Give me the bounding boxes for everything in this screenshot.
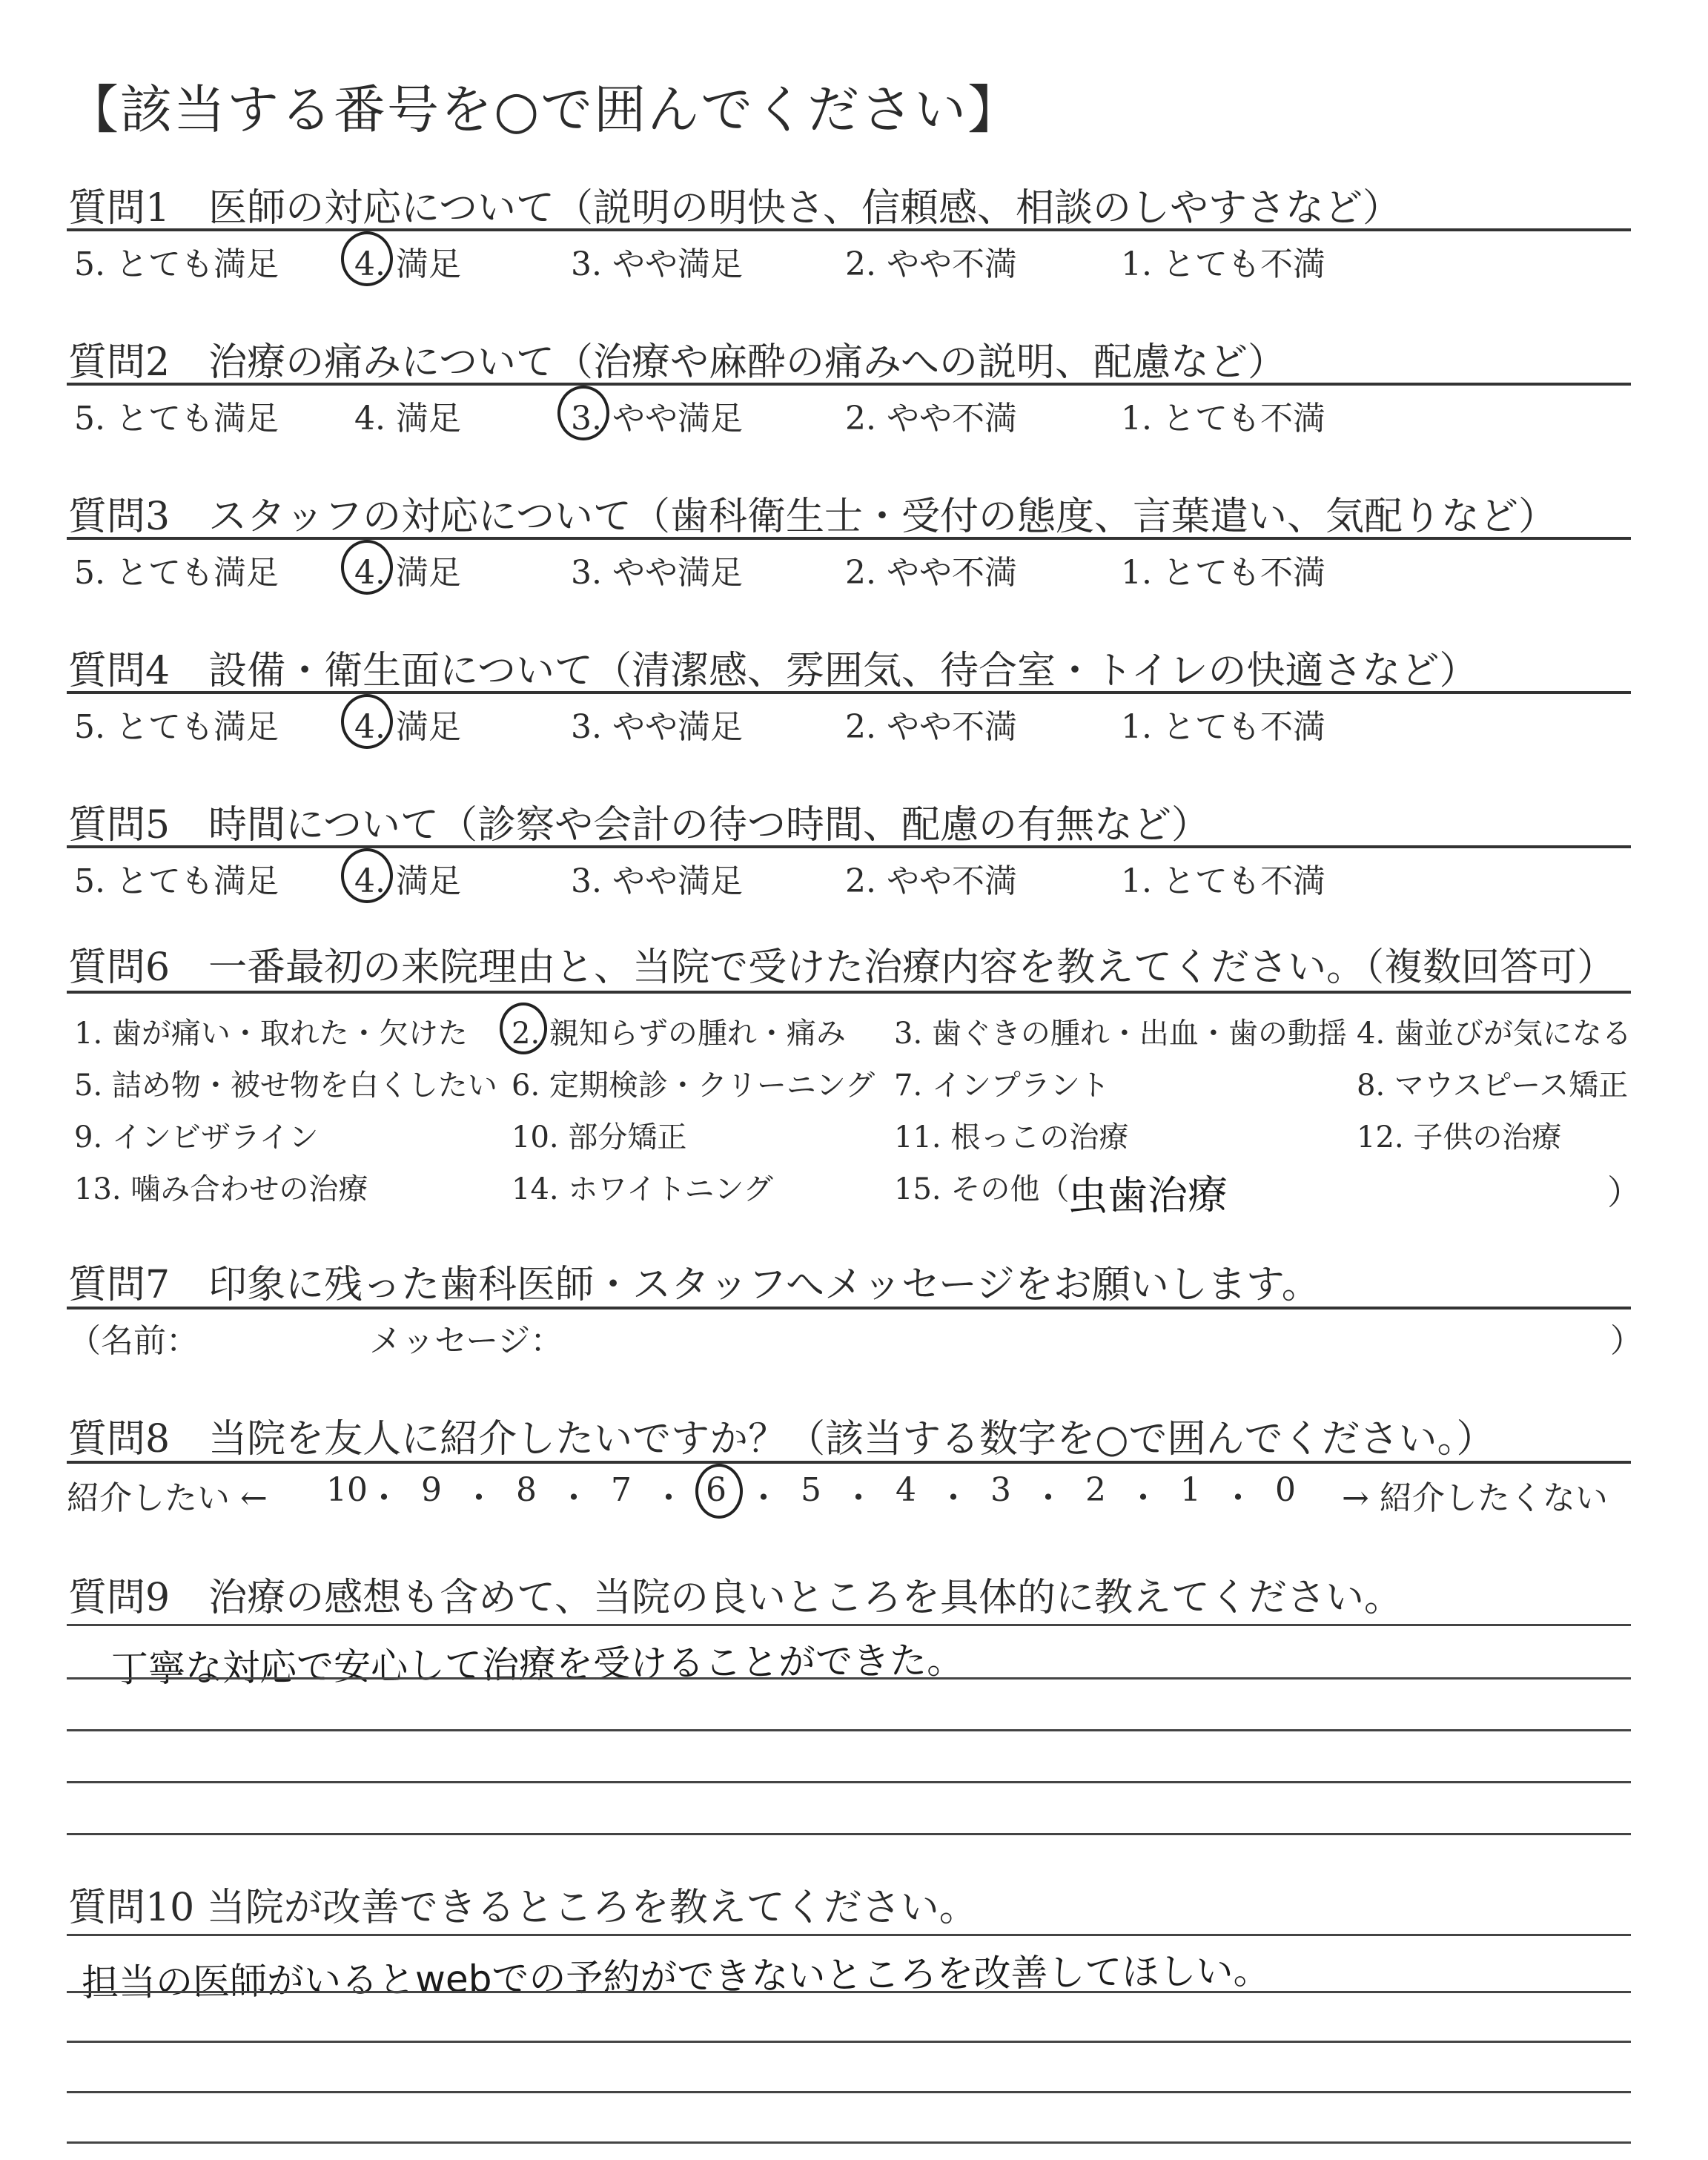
q8-left-label: 紹介したい ← <box>67 1479 268 1517</box>
q10-line <box>67 1934 1631 1936</box>
q6-option[interactable]: 14. ホワイトニング <box>512 1172 773 1206</box>
rating-option[interactable]: 2. やや不満 <box>845 862 1017 900</box>
q6-option[interactable]: 13. 噛み合わせの治療 <box>74 1172 368 1206</box>
rating-option[interactable]: 4. 満足 <box>354 554 461 592</box>
q8-separator: ・ <box>1222 1479 1254 1517</box>
q5-rule <box>67 845 1631 848</box>
q8-rule <box>67 1461 1631 1464</box>
q8-scale-number[interactable]: 7 <box>611 1471 632 1509</box>
rating-option[interactable]: 3. やや満足 <box>571 708 743 746</box>
rating-option[interactable]: 5. とても満足 <box>74 400 279 437</box>
q6-option[interactable]: 6. 定期検診・クリーニング <box>512 1069 875 1103</box>
rating-option[interactable]: 5. とても満足 <box>74 862 279 900</box>
q8-right-label: → 紹介したくない <box>1342 1479 1608 1517</box>
q8-separator: ・ <box>937 1479 970 1517</box>
q8-scale-number[interactable]: 10 <box>326 1471 368 1509</box>
q6-other-handwritten: 虫歯治療 <box>1067 1171 1228 1221</box>
rating-option[interactable]: 1. とても不満 <box>1121 862 1325 900</box>
q2-rule <box>67 383 1631 386</box>
rating-option[interactable]: 4. 満足 <box>354 245 461 283</box>
q6-option[interactable]: 1. 歯が痛い・取れた・欠けた <box>74 1017 468 1051</box>
q6-option[interactable]: 15. その他（ <box>894 1172 1070 1206</box>
q6-option[interactable]: 7. インプラント <box>894 1069 1110 1103</box>
q6-option[interactable]: 12. 子供の治療 <box>1357 1120 1562 1155</box>
rating-option[interactable]: 1. とても不満 <box>1121 245 1325 283</box>
q8-separator: ・ <box>1127 1479 1159 1517</box>
q10-line <box>67 2141 1631 2144</box>
rating-option[interactable]: 3. やや満足 <box>571 245 743 283</box>
q8-scale-number[interactable]: 4 <box>896 1471 916 1509</box>
q6-option[interactable]: 11. 根っこの治療 <box>894 1120 1129 1155</box>
q10-line <box>67 2091 1631 2093</box>
q8-scale-number[interactable]: 2 <box>1085 1471 1106 1509</box>
q8-scale-number[interactable]: 1 <box>1180 1471 1201 1509</box>
page-title: 【該当する番号を○で囲んでください】 <box>67 79 1022 140</box>
q9-line <box>67 1677 1631 1680</box>
rating-option[interactable]: 4. 満足 <box>354 400 461 437</box>
q9-line <box>67 1624 1631 1626</box>
selection-circle-mark <box>557 386 609 440</box>
q6-rule <box>67 991 1631 994</box>
q8-scale-number[interactable]: 3 <box>990 1471 1011 1509</box>
q6-option[interactable]: 5. 詰め物・被せ物を白くしたい <box>74 1069 497 1103</box>
q6-option[interactable]: 9. インビザライン <box>74 1120 319 1155</box>
q9-line <box>67 1729 1631 1731</box>
selection-circle-mark <box>341 694 393 749</box>
q7-name-label: （名前： <box>68 1322 199 1360</box>
q10-line <box>67 2041 1631 2043</box>
rating-option[interactable]: 4. 満足 <box>354 862 461 900</box>
q6-other-close: ） <box>1607 1172 1641 1212</box>
rating-option[interactable]: 5. とても満足 <box>74 554 279 592</box>
q9-title: 質問9 治療の感想も含めて、当院の良いところを具体的に教えてください。 <box>68 1576 1403 1620</box>
q1-title: 質問1 医師の対応について（説明の明快さ、信頼感、相談のしやすさなど） <box>68 186 1401 231</box>
selection-circle-mark <box>341 540 393 595</box>
q3-title: 質問3 スタッフの対応について（歯科衛生士・受付の態度、言葉遣い、気配りなど） <box>68 495 1558 539</box>
selection-circle-mark <box>341 231 393 286</box>
q6-option[interactable]: 10. 部分矯正 <box>512 1120 687 1155</box>
rating-option[interactable]: 2. やや不満 <box>845 708 1017 746</box>
q10-line <box>67 1991 1631 1993</box>
q8-separator: ・ <box>652 1479 685 1517</box>
q7-close: ） <box>1610 1322 1643 1360</box>
q8-separator: ・ <box>747 1479 780 1517</box>
q8-separator: ・ <box>557 1479 590 1517</box>
rating-option[interactable]: 3. やや満足 <box>571 554 743 592</box>
q9-answer: 丁寧な対応で安心して治療を受けることができた。 <box>110 1638 964 1691</box>
q1-rule <box>67 228 1631 231</box>
q8-separator: ・ <box>1032 1479 1065 1517</box>
q10-answer: 担当の医師がいるとwebでの予約ができないところを改善してほしい。 <box>81 1949 1271 2005</box>
rating-option[interactable]: 3. やや満足 <box>571 862 743 900</box>
rating-option[interactable]: 1. とても不満 <box>1121 554 1325 592</box>
q9-line <box>67 1781 1631 1783</box>
rating-option[interactable]: 5. とても満足 <box>74 245 279 283</box>
selection-circle-mark <box>341 848 393 903</box>
rating-option[interactable]: 5. とても満足 <box>74 708 279 746</box>
q8-scale-number[interactable]: 5 <box>801 1471 821 1509</box>
q8-scale-number[interactable]: 9 <box>421 1471 442 1509</box>
q5-title: 質問5 時間について（診察や会計の待つ時間、配慮の有無など） <box>68 803 1211 848</box>
q8-scale-number[interactable]: 8 <box>516 1471 537 1509</box>
q8-separator: ・ <box>368 1479 400 1517</box>
q4-rule <box>67 691 1631 694</box>
q6-title: 質問6 一番最初の来院理由と、当院で受けた治療内容を教えてください。（複数回答可） <box>68 945 1616 990</box>
q7-message-label: メッセージ： <box>369 1322 563 1360</box>
selection-circle-mark <box>695 1464 743 1519</box>
rating-option[interactable]: 4. 満足 <box>354 708 461 746</box>
q8-title: 質問8 当院を友人に紹介したいですか？（該当する数字を○で囲んでください。） <box>68 1417 1495 1462</box>
rating-option[interactable]: 2. やや不満 <box>845 400 1017 437</box>
q6-option[interactable]: 8. マウスピース矯正 <box>1357 1069 1629 1103</box>
q10-title: 質問10 当院が改善できるところを教えてください。 <box>68 1886 978 1930</box>
q6-option[interactable]: 3. 歯ぐきの腫れ・出血・歯の動揺 <box>894 1017 1347 1051</box>
q8-separator: ・ <box>463 1479 495 1517</box>
q3-rule <box>67 537 1631 540</box>
q8-separator: ・ <box>842 1479 875 1517</box>
q8-scale-number[interactable]: 0 <box>1275 1471 1296 1509</box>
q2-title: 質問2 治療の痛みについて（治療や麻酔の痛みへの説明、配慮など） <box>68 340 1287 385</box>
rating-option[interactable]: 3. やや満足 <box>571 400 743 437</box>
rating-option[interactable]: 1. とても不満 <box>1121 400 1325 437</box>
q8-scale-number[interactable]: 6 <box>706 1471 726 1509</box>
q7-title: 質問7 印象に残った歯科医師・スタッフへメッセージをお願いします。 <box>68 1263 1320 1307</box>
rating-option[interactable]: 2. やや不満 <box>845 245 1017 283</box>
rating-option[interactable]: 1. とても不満 <box>1121 708 1325 746</box>
rating-option[interactable]: 2. やや不満 <box>845 554 1017 592</box>
q7-rule <box>67 1307 1631 1309</box>
q6-option[interactable]: 2. 親知らずの腫れ・痛み <box>512 1017 846 1051</box>
selection-circle-mark <box>500 1003 547 1054</box>
q6-option[interactable]: 4. 歯並びが気になる <box>1357 1017 1632 1051</box>
q9-line <box>67 1833 1631 1835</box>
q4-title: 質問4 設備・衛生面について（清潔感、雰囲気、待合室・トイレの快適さなど） <box>68 649 1478 693</box>
